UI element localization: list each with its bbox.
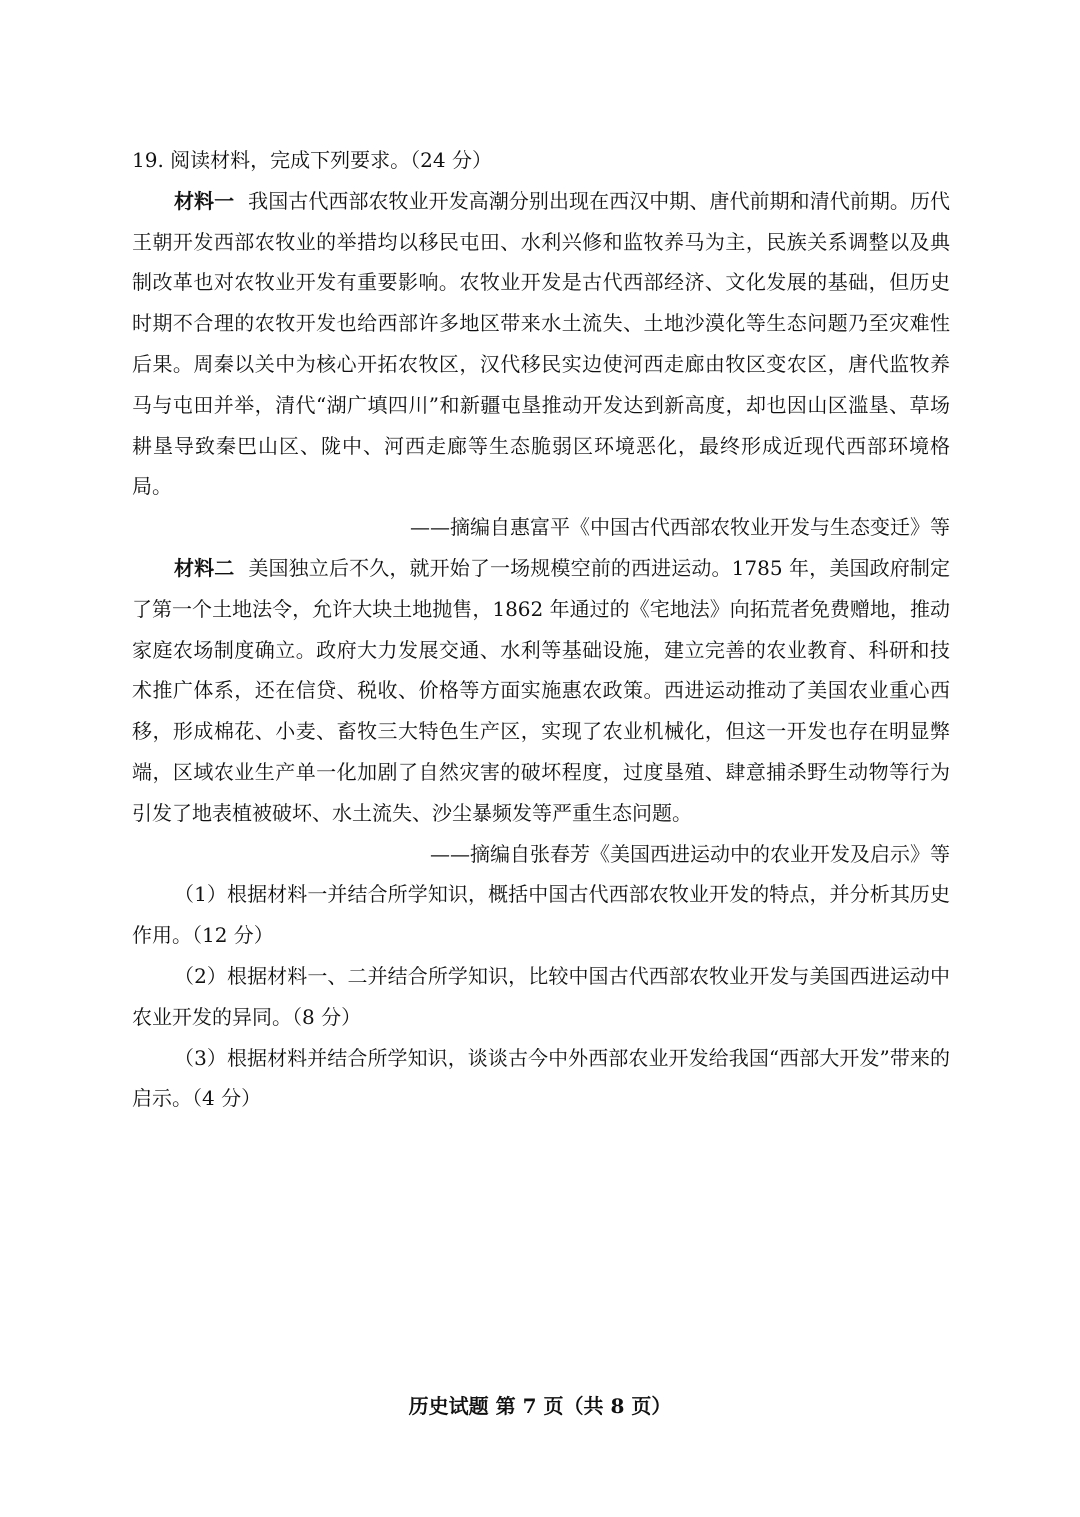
page-footer: 历史试题 第 7 页（共 8 页） — [408, 1394, 672, 1418]
question-title: 19. 阅读材料，完成下列要求。（24 分） — [132, 148, 492, 172]
material-1-source: ——摘编自惠富平《中国古代西部农牧业开发与生态变迁》等 — [410, 515, 950, 540]
material-2-paragraph — [132, 548, 950, 834]
sub-question-2: （2）根据材料一、二并结合所学知识，比较中国古代西部农牧业开发与美国西进运动中农业开发的异同。（8 分） — [132, 963, 950, 1029]
material-2-source: ——摘编自张春芳《美国西进运动中的农业开发及启示》等 — [430, 841, 950, 866]
question-block — [132, 140, 950, 1119]
material-2-label: 材料二 — [174, 555, 235, 580]
material-1-text: 我国古代西部农牧业开发高潮分别出现在西汉中期、唐代前期和清代前期。历代王朝开发西部农牧业的举措均以移民屯田、水利兴修和监牧养马为主，民族关系调整以及典制改革也对农牧业开发有重要影响。农牧业开发是古代西部经济、文化发展的基础，但历史时期不合理的农牧开发也给西部许多地区带来水土流失、土地沙漠化等生态问题乃至灾难性后果。周秦以关中为核心开拓农牧区，汉代移民实边使河西走廊由牧区变农区，唐代监牧养马与屯田并举，清代“湖广填四川”和新疆屯垦推动开发达到新高度，却也因山区滥垦、草场耕垦导致秦巴山区、陇中、河西走廊等生态脆弱区环境恶化，最终形成近现代西部环境格局。 — [132, 188, 951, 499]
material-2-text: 美国独立后不久，就开始了一场规模空前的西进运动。1785 年，美国政府制定了第一个土地法令，允许大块土地抛售，1862 年通过的《宅地法》向拓荒者免费赠地，推动家庭农场制度确立。政府大力发展交通、水利等基础设施，建立完善的农业教育、科研和技术推广体系，还在信贷、税收、价格等方面实施惠农政策。西进运动推动了美国农业重心西移，形成棉花、小麦、畜牧三大特色生产区，实现了农业机械化，但这一开发也存在明显弊端，区域农业生产单一化加剧了自然灾害的破坏程度，过度垦殖、肆意捕杀野生动物等行为引发了地表植被破坏、水土流失、沙尘暴频发等严重生态问题。 — [132, 555, 950, 825]
material-1-label: 材料一 — [174, 188, 235, 213]
material-1-paragraph — [132, 181, 950, 507]
sub-question-3: （3）根据材料并结合所学知识，谈谈古今中外西部农业开发给我国“西部大开发”带来的启示。（4 分） — [132, 1045, 950, 1111]
sub-question-1: （1）根据材料一并结合所学知识，概括中国古代西部农牧业开发的特点，并分析其历史作用。（12 分） — [132, 882, 950, 948]
